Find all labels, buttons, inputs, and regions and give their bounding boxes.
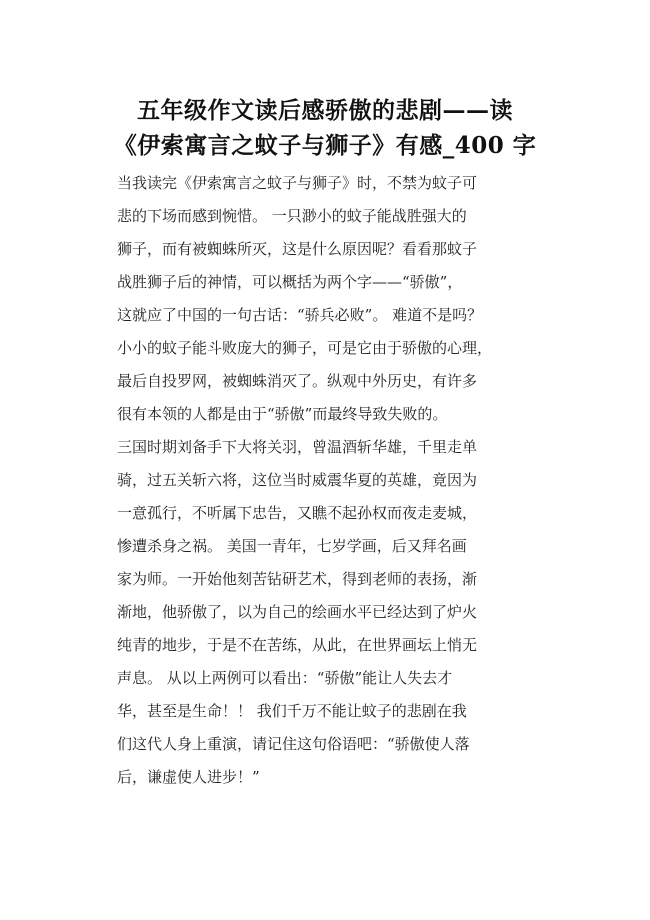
document-body <box>117 167 567 794</box>
body-line: 战胜狮子后的神情，可以概括为两个字——“骄傲”， <box>117 273 463 291</box>
document-title-line-1: 五年级作文读后感骄傲的悲剧——读 <box>137 97 513 124</box>
body-line: 三国时期刘备手下大将关羽，曾温酒斩华雄，千里走单 <box>117 438 478 456</box>
document-title-line-2: 《伊索寓言之蚊子与狮子》有感_400 字 <box>113 132 537 159</box>
body-line: 很有本领的人都是由于“骄傲”而最终导致失败的。 <box>117 405 448 423</box>
body-line: 家为师。一开始他刻苦钻研艺术，得到老师的表扬，渐 <box>117 570 478 588</box>
body-line: 悲的下场而感到惋惜。 一只渺小的蚊子能战胜强大的 <box>117 207 467 225</box>
body-line: 们这代人身上重演，请记住这句俗语吧：“骄傲使人落 <box>117 735 470 753</box>
body-line: 骑，过五关斩六将，这位当时威震华夏的英雄，竟因为 <box>117 471 478 489</box>
body-line: 惨遭杀身之祸。 美国一青年，七岁学画，后又拜名画 <box>117 537 467 555</box>
body-line: 这就应了中国的一句古话：“骄兵必败”。 难道不是吗？ <box>117 306 483 324</box>
body-line: 纯青的地步，于是不在苦练，从此，在世界画坛上悄无 <box>117 636 478 654</box>
body-line: 华，甚至是生命！！ 我们千万不能让蚊子的悲剧在我 <box>117 702 467 720</box>
body-line: 一意孤行，不听属下忠告，又瞧不起孙权而夜走麦城， <box>117 504 478 522</box>
body-line: 声息。 从以上两例可以看出：“骄傲”能让人失去才 <box>117 669 453 687</box>
body-line: 后，谦虚使人进步！” <box>117 768 260 786</box>
body-line: 小小的蚊子能斗败庞大的狮子，可是它由于骄傲的心理， <box>117 339 493 357</box>
body-line: 渐地，他骄傲了，以为自己的绘画水平已经达到了炉火 <box>117 603 478 621</box>
body-line: 狮子，而有被蜘蛛所灭，这是什么原因呢？看看那蚊子 <box>117 240 478 258</box>
body-line: 当我读完《伊索寓言之蚊子与狮子》时，不禁为蚊子可 <box>117 174 478 192</box>
body-line: 最后自投罗网，被蜘蛛消灭了。纵观中外历史，有许多 <box>117 372 478 390</box>
